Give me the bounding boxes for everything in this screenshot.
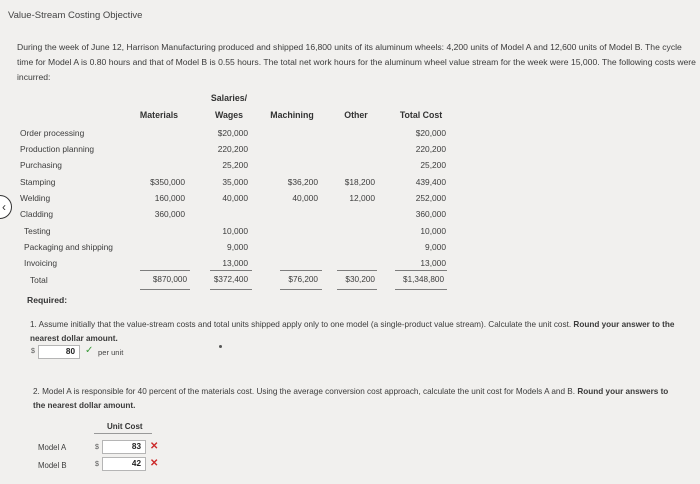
- required-heading: Required:: [27, 295, 68, 305]
- cell-wages: 10,000: [222, 226, 248, 236]
- cell-wages: 40,000: [222, 193, 248, 203]
- unit-cost-header: Unit Cost: [107, 422, 143, 431]
- question-1-instruction: Round your answer to the nearest dollar amount.: [30, 320, 675, 343]
- cell-machining: 40,000: [292, 193, 318, 203]
- row-label: Purchasing: [20, 160, 62, 170]
- cell-total: 220,200: [415, 144, 446, 154]
- cell-other: $18,200: [344, 177, 375, 187]
- total-row-label: Total: [30, 275, 48, 285]
- cell-wages: 13,000: [222, 258, 248, 268]
- row-label: Production planning: [20, 144, 95, 154]
- model-b-unit-cost-input[interactable]: 42: [102, 457, 146, 471]
- total-line-other: [337, 270, 377, 271]
- model-b-label: Model B: [38, 461, 67, 470]
- double-line-machining: [280, 289, 322, 290]
- cell-wages: 220,200: [217, 144, 248, 154]
- total-wages: $372,400: [213, 275, 248, 284]
- cursor-dot: [219, 345, 222, 348]
- question-2-text: 2. Model A is responsible for 40 percent of the materials cost. Using the average conversion cost approach, calculate the unit cost for Models A and B.: [33, 387, 576, 396]
- total-machining: $76,200: [288, 275, 318, 284]
- question-1: [30, 318, 685, 346]
- double-line-wages: [210, 289, 252, 290]
- problem-intro: During the week of June 12, Harrison Manufacturing produced and shipped 16,800 units of its aluminum wheels: 4,200 units of Model A and 12,600 units of Model B. The cycle time for Model A is 0.80 hours and that of Model B is 0.55 hours. The total net work hours for the aluminum wheel value stream for the week were 15,000. The following costs were incurred:: [17, 42, 696, 82]
- cell-materials: 360,000: [154, 209, 185, 219]
- cell-materials: 160,000: [154, 193, 185, 203]
- total-materials: $870,000: [152, 275, 187, 284]
- cell-wages: 35,000: [222, 177, 248, 187]
- cell-materials: $350,000: [150, 177, 185, 187]
- question-2: [33, 385, 673, 413]
- cell-total: 9,000: [425, 242, 446, 252]
- total-line-materials: [140, 270, 190, 271]
- model-b-dollar-sign: $: [95, 461, 99, 468]
- correct-check-icon: ✓: [85, 345, 94, 356]
- header-materials: Materials: [139, 110, 179, 120]
- incorrect-x-icon-model-b: ✕: [150, 458, 159, 469]
- header-machining: Machining: [270, 110, 314, 120]
- chevron-left-icon: ‹: [2, 200, 6, 214]
- total-total: $1,348,800: [403, 275, 444, 284]
- cell-wages: 9,000: [227, 242, 248, 252]
- cell-total: 13,000: [420, 258, 446, 268]
- row-label: Welding: [20, 193, 51, 203]
- row-label: Stamping: [20, 177, 56, 187]
- page-title: Value-Stream Costing Objective: [8, 10, 143, 21]
- cell-total: 25,200: [420, 160, 446, 170]
- cell-total: 252,000: [415, 193, 446, 203]
- total-line-total: [395, 270, 447, 271]
- row-label: Cladding: [20, 209, 54, 219]
- double-line-materials: [140, 289, 190, 290]
- row-label: Invoicing: [24, 258, 58, 268]
- header-total-cost: Total Cost: [399, 110, 443, 120]
- q1-unit-label: per unit: [98, 348, 124, 357]
- row-label: Order processing: [20, 128, 85, 138]
- cell-total: 439,400: [415, 177, 446, 187]
- cell-total: 10,000: [420, 226, 446, 236]
- model-a-dollar-sign: $: [95, 444, 99, 451]
- double-line-other: [337, 289, 377, 290]
- row-label: Testing: [24, 226, 51, 236]
- model-a-unit-cost-input[interactable]: 83: [102, 440, 146, 454]
- unit-cost-header-rule: [94, 433, 152, 434]
- cell-total: $20,000: [415, 128, 446, 138]
- cell-other: 12,000: [349, 193, 375, 203]
- collapse-tab-button[interactable]: [0, 195, 12, 219]
- cell-total: 360,000: [415, 209, 446, 219]
- cell-wages: 25,200: [222, 160, 248, 170]
- q1-dollar-sign: $: [31, 348, 35, 355]
- cell-wages: $20,000: [217, 128, 248, 138]
- question-2-instruction: Round your answers to the nearest dollar amount.: [33, 387, 669, 410]
- total-line-wages: [210, 270, 252, 271]
- total-line-machining: [280, 270, 322, 271]
- question-1-text: 1. Assume initially that the value-stream costs and total units shipped apply only to one model (a single-product value stream). Calculate the unit cost.: [30, 320, 572, 329]
- incorrect-x-icon-model-a: ✕: [150, 441, 159, 452]
- row-label: Packaging and shipping: [24, 242, 113, 252]
- double-line-total: [395, 289, 447, 290]
- header-salaries: Salaries/: [210, 93, 248, 103]
- q1-unit-cost-input[interactable]: 80: [38, 345, 80, 359]
- total-other: $30,200: [345, 275, 375, 284]
- model-a-label: Model A: [38, 443, 67, 452]
- header-other: Other: [344, 110, 368, 120]
- header-wages: Wages: [214, 110, 244, 120]
- cell-machining: $36,200: [287, 177, 318, 187]
